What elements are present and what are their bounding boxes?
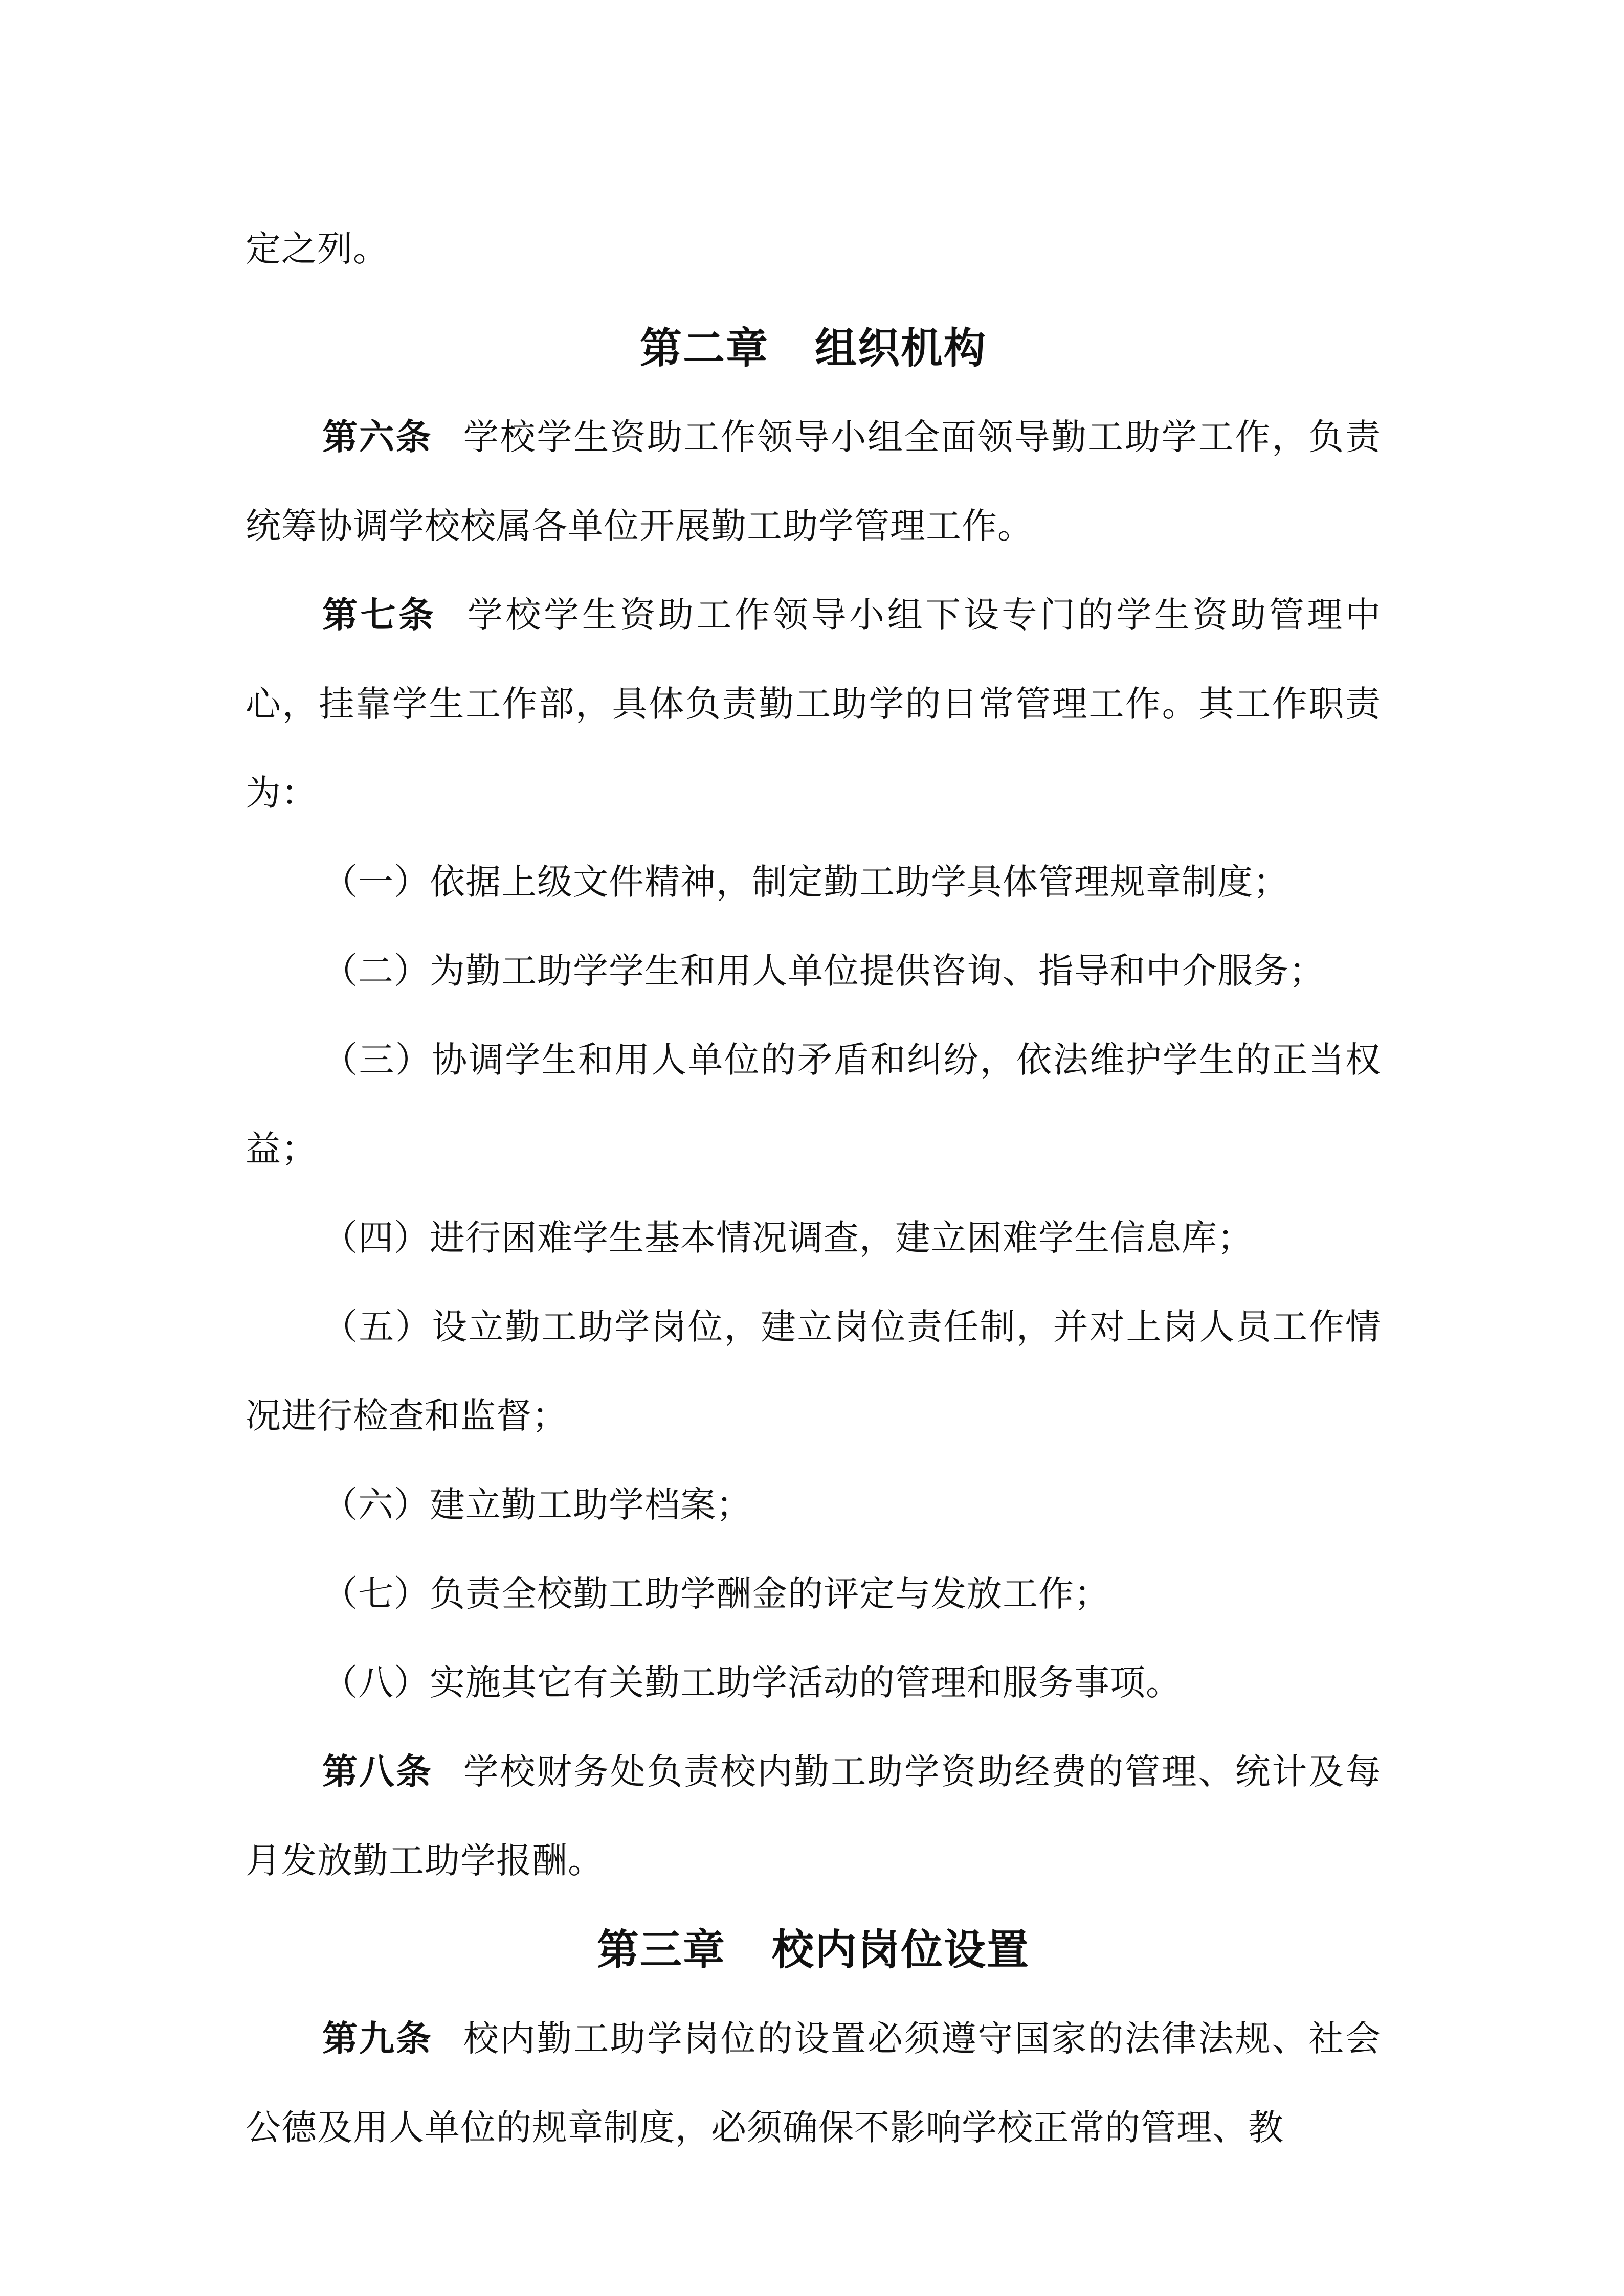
- list-item: （四）进行困难学生基本情况调查，建立困难学生信息库；: [322, 1218, 1253, 1258]
- article-9: [246, 1994, 1381, 2172]
- article-8: [246, 1727, 1381, 1905]
- chapter-title: 校内岗位设置: [772, 1925, 1030, 1974]
- chapter-heading-2: [246, 304, 1381, 393]
- article-7: [246, 571, 1381, 838]
- chapter-title: 组织机构: [815, 324, 987, 373]
- article-text: 学校学生资助工作领导小组下设专门的学生资助管理中心，挂靠学生工作部，具体负责勤工助学的日常管理工作。其工作职责为：: [246, 595, 1382, 814]
- lead-line: 定之列。: [246, 229, 389, 269]
- list-item: （八）实施其它有关勤工助学活动的管理和服务事项。: [322, 1662, 1182, 1703]
- document-page: [246, 205, 1381, 2172]
- list-item: （三）协调学生和用人单位的矛盾和纠纷，依法维护学生的正当权益；: [246, 1040, 1381, 1169]
- article-text: 学校学生资助工作领导小组全面领导勤工助学工作，负责统筹协调学校校属各单位开展勤工助学管理工作。: [246, 417, 1382, 547]
- list-item: （七）负责全校勤工助学酬金的评定与发放工作；: [322, 1573, 1110, 1614]
- article-text: 校内勤工助学岗位的设置必须遵守国家的法律法规、社会公德及用人单位的规章制度，必须确保不影响学校正常的管理、教: [246, 2018, 1382, 2148]
- list-item: （六）建立勤工助学档案；: [322, 1484, 752, 1525]
- article-label: 第七条: [322, 594, 437, 636]
- list-item: （二）为勤工助学学生和用人单位提供咨询、指导和中介服务；: [322, 951, 1325, 992]
- article-label: 第九条: [322, 2018, 433, 2059]
- article-label: 第八条: [322, 1751, 433, 1792]
- article-6: [246, 393, 1381, 571]
- article-label: 第六条: [322, 416, 433, 458]
- chapter-number: 第三章: [596, 1925, 726, 1974]
- list-item: （五）设立勤工助学岗位，建立岗位责任制，并对上岗人员工作情况进行检查和监督；: [246, 1307, 1381, 1436]
- article-text: 学校财务处负责校内勤工助学资助经费的管理、统计及每月发放勤工助学报酬。: [246, 1751, 1382, 1881]
- chapter-heading-3: [246, 1905, 1381, 1994]
- chapter-number: 第二章: [639, 324, 769, 373]
- list-item: （一）依据上级文件精神，制定勤工助学具体管理规章制度；: [322, 862, 1289, 903]
